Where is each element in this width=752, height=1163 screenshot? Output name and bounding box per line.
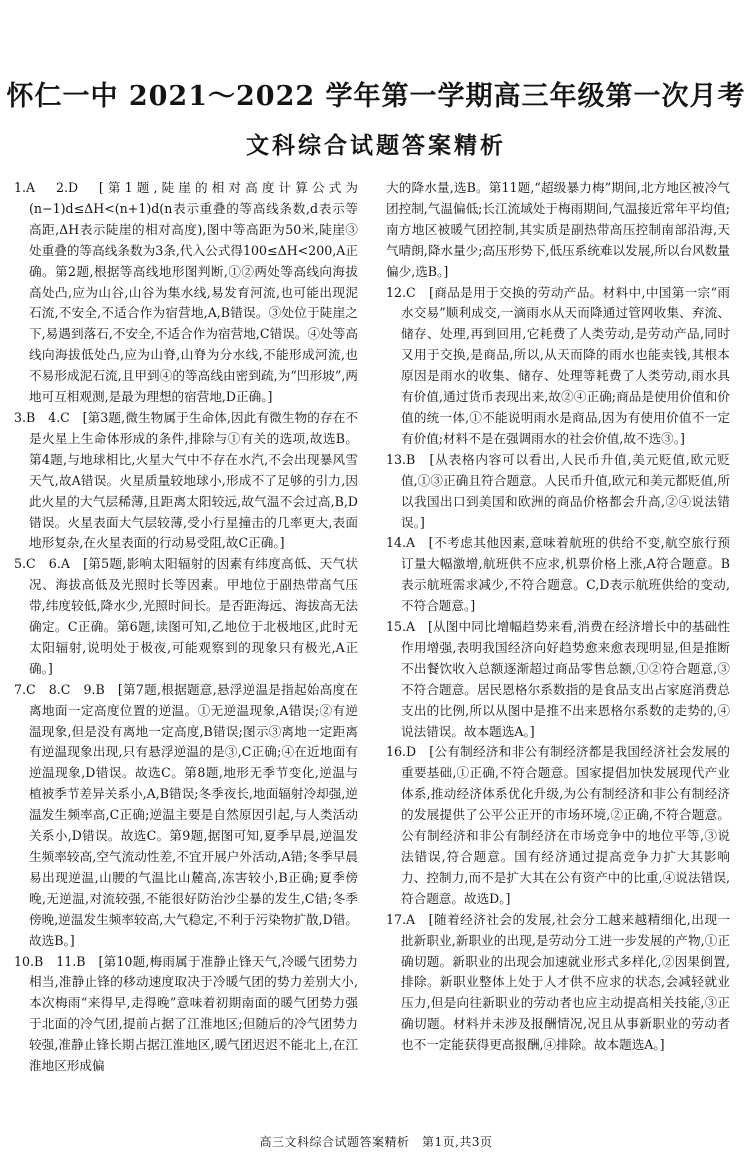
left-column bbox=[14, 178, 358, 1077]
answer-12: 12.C [商品是用于交换的劳动产品。材料中,中国第一宗“雨水交易”顺利成交,一滴雨水从天而降通过管网收集、弃流、储存、处理,再到回用,它耗费了人类劳动,是劳动产品,同时又用于交换,是商品,所以,从天而降的雨水也能卖钱,其根本原因是雨水的收集、储存、处理等耗费了人类劳动,雨水具有价值,通过货币表现出来,故②④正确;商品是使用价值和价值的统一体,①不能说明雨水是商品,因为有使用价值不一定有价值;材料不是在强调雨水的社会价值,故不选③。] bbox=[386, 284, 730, 446]
answer-10-11-continued: 大的降水量,选B。第11题,“超级暴力梅”期间,北方地区被冷气团控制,气温偏低;长江流域处于梅雨期间,气温接近常年平均值;南方地区被暖气团控制,其实质是副热带高压控制南部沿海,天气晴朗,降水量少;高压形势下,低压系统难以发展,所以台风数量偏少,选B。] bbox=[386, 180, 730, 279]
page-footer: 高三文科综合试题答案精析 第1页,共3页 bbox=[259, 1135, 493, 1149]
answer-5-6: 5.C 6.A [第5题,影响太阳辐射的因素有纬度高低、天气状况、海拔高低及光照时长等因素。甲地位于副热带高气压带,纬度较低,降水少,光照时间长。是否距海远、海拔高无法确定。C正确。第6题,读图可知,乙地位于北极地区,此时无太阳辐射,说明处于极夜,可能观察到的现象只有极光,A正确。] bbox=[14, 556, 358, 676]
answer-15: 15.A [从图中同比增幅趋势来看,消费在经济增长中的基础性作用增强,表明我国经济向好趋势愈来愈表现明显,但是推断不出餐饮收入总额逐渐超过商品零售总额,①②符合题意,③不符合题意。居民恩格尔系数指的是食品支出占家庭消费总支出的比例,所以从图中是推不出来恩格尔系数的走势的,④说法错误。故本题选A。] bbox=[386, 619, 730, 739]
answer-13: 13.B [从表格内容可以看出,人民币升值,美元贬值,欧元贬值,①③正确且符合题意。人民币升值,欧元和美元都贬值,所以我国出口到美国和欧洲的商品价格都会升高,②④说法错误。] bbox=[386, 451, 730, 530]
answer-1-2: 1.A 2.D [第1题,陡崖的相对高度计算公式为(n−1)d≤ΔH<(n+1)d(n表示重叠的等高线条数,d表示等高距,ΔH表示陡崖的相对高度),图中等高距为50米,陡崖③处重叠的等高线条数为3条,代入公式得100≤ΔH<200,A正确。第2题,根据等高线地形图判断,①②两处等高线向海拔高处凸,应为山谷,山谷为集水线,易发育河流,也可能出现泥石流,不安全,不适合作为宿营地,A,B错误。③处位于陡崖之下,易遇到落石,不安全,不适合作为宿营地,C错误。④处等高线向海拔低处凸,应为山脊,山脊为分水线,不能形成河流,也不易形成泥石流,且甲到④的等高线由密到疏,为“凹形坡”,两地可互相观测,是最为理想的宿营地,D正确。] bbox=[14, 180, 358, 405]
right-column bbox=[386, 178, 730, 1056]
answer-17: 17.A [随着经济社会的发展,社会分工越来越精细化,出现一批新职业,新职业的出现,是劳动分工进一步发展的产物,①正确切题。新职业的出现会加速就业形式多样化,②因果倒置,排除。新职业整体上处于人才供不应求的状态,会减轻就业压力,但是向往新职业的劳动者也应主动提高相关技能,③正确切题。材料并未涉及报酬情况,况且从事新职业的劳动者也不一定能获得更高报酬,④排除。故本题选A。] bbox=[386, 911, 730, 1053]
answer-3-4: 3.B 4.C [第3题,微生物属于生命体,因此有微生物的存在不是火星上生命体形成的条件,排除与①有关的选项,故选B。第4题,与地球相比,火星大气中不存在水汽,不会出现暴风雪天气,故A错误。火星质量较地球小,形成不了足够的引力,因此火星的大气层稀薄,且距离太阳较远,故气温不会过高,B,D错误。火星表面大气层较薄,受小行星撞击的几率更大,表面地形复杂,在火星表面的行动易受阻,故C正确。] bbox=[14, 409, 358, 551]
answer-7-8-9: 7.C 8.C 9.B [第7题,根据题意,悬浮逆温是指起始高度在离地面一定高度位置的逆温。①无逆温现象,A错误;②有逆温现象,但是没有离地一定高度,B错误;图示③离地一定距离有逆温现象出现,只有悬浮逆温的是③,C正确;④在近地面有逆温现象,D错误。故选C。第8题,地形无季节变化,逆温与植被季节差异关系小,A,B错误;冬季夜长,地面辐射冷却强,逆温发生频率高,C正确;逆温主要是自然原因引起,与人类活动关系小,D错误。故选C。第9题,据图可知,夏季早晨,逆温发生频率较高,空气流动性差,不宜开展户外活动,A错;冬季早晨易出现逆温,山腰的气温比山麓高,冻害较小,B正确;夏季傍晚,无逆温,对流较强,不能很好防治沙尘暴的发生,C错;冬季傍晚,逆温发生频率较高,大气稳定,不利于污染物扩散,D错。故选B。] bbox=[14, 681, 358, 948]
answer-10-11: 10.B 11.B [第10题,梅雨属于准静止锋天气,冷暖气团势力相当,准静止锋的移动速度取决于冷暖气团的势力差别大小,本次梅雨“来得早,走得晚”意味着初期南面的暖气团势力强于北面的冷气团,提前占据了江淮地区;但随后的冷气团势力较强,准静止锋长期占据江淮地区,暖气团迟迟不能北上,在江淮地区形成偏 bbox=[14, 953, 358, 1074]
page-title: 怀仁一中 2021～2022 学年第一学期高三年级第一次月考 bbox=[6, 81, 746, 112]
answer-16: 16.D [公有制经济和非公有制经济都是我国经济社会发展的重要基础,①正确,不符合题意。国家提倡加快发展现代产业体系,推动经济体系优化升级,为公有制经济和非公有制经济的发展提供了公平公正开的市场环境,②正确,不符合题意。公有制经济和非公有制经济在市场竞争中的地位平等,③说法错误,符合题意。国有经济通过提高竞争力扩大其影响力、控制力,而不是扩大其在公有资产中的比重,④说法错误,符合题意。故选D。] bbox=[386, 744, 730, 906]
answer-14: 14.A [不考虑其他因素,意味着航班的供给不变,航空旅行预订量大幅激增,航班供不应求,机票价格上涨,A符合题意。B表示航班需求减少,不符合题意。C,D表示航班供给的变动,不符合题意。] bbox=[386, 535, 730, 614]
page-subtitle: 文科综合试题答案精析 bbox=[246, 132, 506, 159]
